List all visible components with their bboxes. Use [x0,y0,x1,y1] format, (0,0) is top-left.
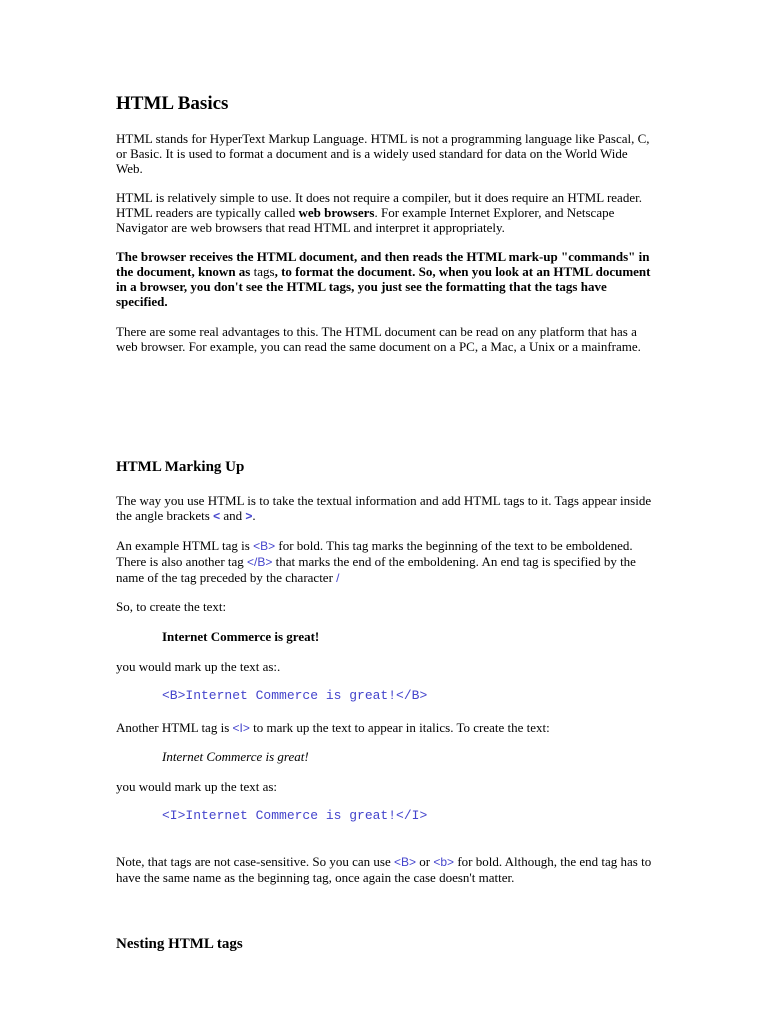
left-angle-bracket: < [213,509,221,523]
text-run: or [416,854,434,869]
marking-paragraph-5 [116,720,656,736]
intro-paragraph-1: HTML stands for HyperText Markup Language. HTML is not a programming language like Pascal, C, or Basic. It is used to format a document and is a widely used standard for data on the World Wide Web. [116,131,650,176]
marking-paragraph-6: you would mark up the text as: [116,779,278,794]
italic-code-example: <I>Internet Commerce is great!</I> [162,808,428,823]
text-run: . [252,508,256,523]
bold-tag-code: <B> [253,539,276,553]
section-heading-nesting: Nesting HTML tags [116,936,243,952]
text-run: for bold. Although, the end tag has to have the same name as the beginning tag, once again the case doesn't matter. [116,854,652,885]
text-run: The way you use HTML is to take the textual information and add HTML tags to it. Tags appear inside the angle brackets [116,493,652,523]
text-run: The browser receives the HTML document, and then reads the HTML mark-up "commands" in the document, known as [116,249,650,279]
text-run: , to format the document. So, when you look at an HTML document in a browser, you don't see the HTML tags, you just see the formatting that the tags have specified. [116,264,651,309]
italic-tag-code: <I> [232,721,250,735]
text-run: . For example Internet Explorer, and Netscape Navigator are web browsers that read HTML and interpret it appropriately. [116,205,615,235]
bold-end-tag-code: </B> [247,555,273,569]
text-run: that marks the end of the emboldening. An end tag is specified by the name of the tag preceded by the character [116,554,636,585]
bold-example-text: Internet Commerce is great! [162,629,320,644]
bold-code-example: <B>Internet Commerce is great!</B> [162,688,428,703]
marking-paragraph-4: you would mark up the text as:. [116,659,281,674]
lowercase-bold-tag-code: <b> [433,855,455,869]
text-run: to mark up the text to appear in italics. To create the text: [249,720,550,735]
intro-paragraph-2 [116,190,656,235]
page-title: HTML Basics [116,93,229,114]
right-angle-bracket: > [245,509,253,523]
text-run: An example HTML tag is [116,538,254,553]
slash-character: / [336,571,340,585]
marking-paragraph-3: So, to create the text: [116,599,227,614]
text-run: and [220,508,246,523]
marking-paragraph-1 [116,493,656,524]
web-browsers-term: web browsers [298,205,375,220]
tags-term: tags [253,264,275,279]
italic-example-text: Internet Commerce is great! [162,749,309,764]
uppercase-bold-tag-code: <B> [393,855,417,869]
intro-paragraph-4: There are some real advantages to this. The HTML document can be read on any platform that has a web browser. For example, you can read the same document on a PC, a Mac, a Unix or a mainframe. [116,324,641,354]
marking-paragraph-7 [116,854,656,885]
text-run: Another HTML tag is [116,720,233,735]
text-run: HTML is relatively simple to use. It does not require a compiler, but it does require an HTML reader. HTML readers are typically called [116,190,642,220]
marking-paragraph-2 [116,538,656,586]
text-run: Note, that tags are not case-sensitive. So you can use [116,854,394,869]
text-run: for bold. This tag marks the beginning of the text to be emboldened. There is also another tag [116,538,633,569]
intro-paragraph-3 [116,249,656,309]
section-heading-marking-up: HTML Marking Up [116,459,245,475]
